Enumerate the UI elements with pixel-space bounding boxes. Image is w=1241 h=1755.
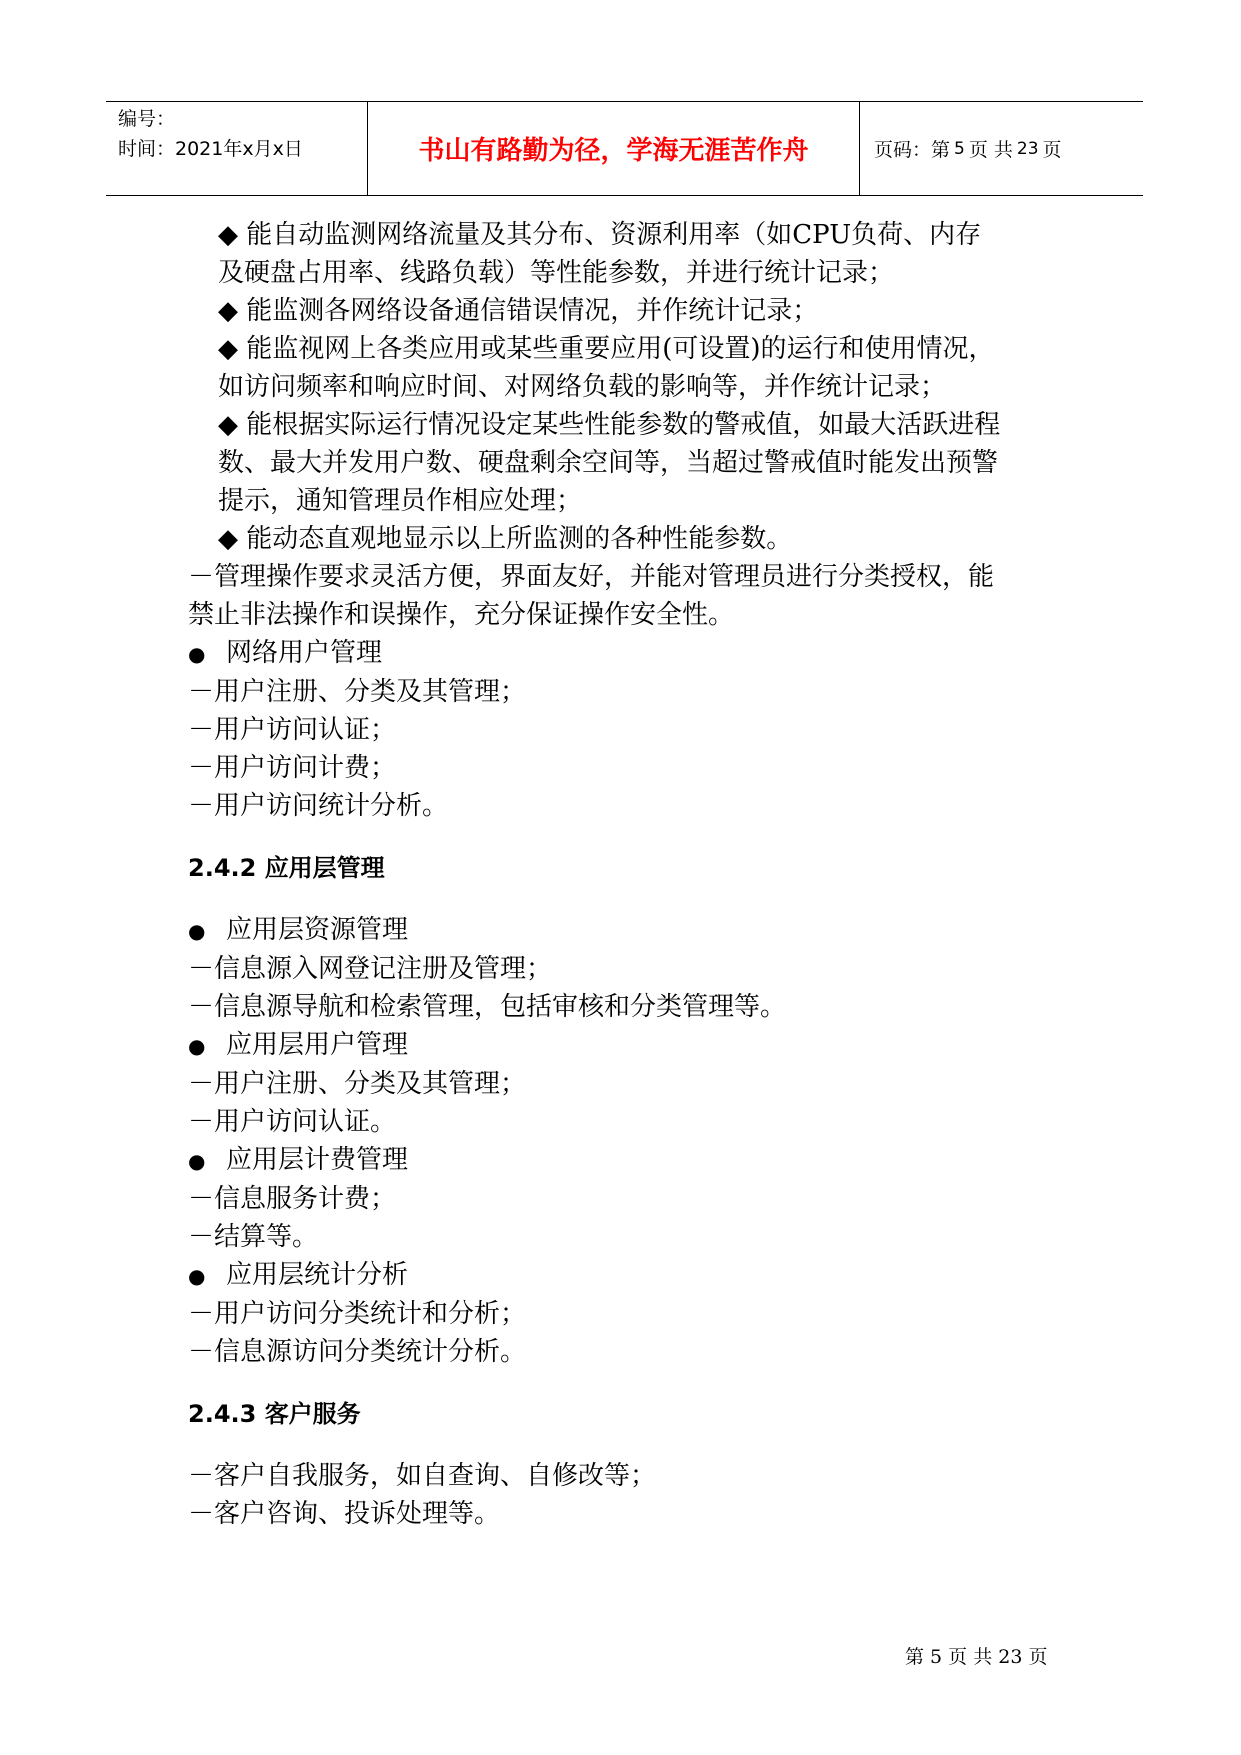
list-item <box>188 1256 1068 1295</box>
body-line: －用户注册、分类及其管理； <box>188 677 527 707</box>
body-line: －用户注册、分类及其管理； <box>188 1069 527 1099</box>
serial-label: 编号： <box>118 108 176 130</box>
list-item <box>188 1026 1068 1065</box>
section-heading: 2.4.3 客户服务 <box>188 1400 361 1428</box>
page-counter <box>860 102 1143 195</box>
bullet-icon: ● <box>188 1034 206 1058</box>
body-line: －客户自我服务，如自查询、自修改等； <box>188 1461 657 1491</box>
body-line: ◆ 能监测各网络设备通信错误情况，并作统计记录； <box>218 296 819 326</box>
bullet-icon: ● <box>188 919 206 943</box>
page-mid: 页 共 <box>968 139 1013 161</box>
list-item-label: 应用层计费管理 <box>226 1145 409 1175</box>
list-item-label: 应用层用户管理 <box>226 1030 409 1060</box>
body-line: －信息服务计费； <box>188 1184 397 1214</box>
list-item <box>188 1141 1068 1180</box>
motto: 书山有路勤为径，学海无涯苦作舟 <box>368 102 860 195</box>
body-line: ◆ 能自动监测网络流量及其分布、资源利用率（如CPU负荷、内存 <box>218 220 982 250</box>
list-item <box>188 634 1068 673</box>
body-line: ◆ 能动态直观地显示以上所监测的各种性能参数。 <box>218 524 793 554</box>
bullet-icon: ● <box>188 1264 206 1288</box>
section-heading: 2.4.2 应用层管理 <box>188 854 385 882</box>
body-line: －信息源入网登记注册及管理； <box>188 954 553 984</box>
body-line: ◆ 能监视网上各类应用或某些重要应用(可设置)的运行和使用情况， <box>218 334 995 364</box>
bullet-icon: ● <box>188 642 206 666</box>
body-line: ◆ 能根据实际运行情况设定某些性能参数的警戒值，如最大活跃进程 <box>218 410 1001 440</box>
body-line: 如访问频率和响应时间、对网络负载的影响等，并作统计记录； <box>218 372 947 402</box>
body-line: 禁止非法操作和误操作，充分保证操作安全性。 <box>188 600 735 630</box>
body-line: －结算等。 <box>188 1222 319 1252</box>
page-number: 5 <box>954 138 965 159</box>
list-item <box>188 911 1068 950</box>
header-meta <box>106 102 368 195</box>
body-line: －用户访问分类统计和分析； <box>188 1299 527 1329</box>
body-line: －信息源导航和检索管理，包括审核和分类管理等。 <box>188 992 787 1022</box>
document-body <box>188 216 1068 1533</box>
list-item-label: 应用层统计分析 <box>226 1260 409 1290</box>
body-line: 及硬盘占用率、线路负载）等性能参数，并进行统计记录； <box>218 258 895 288</box>
body-line: －用户访问计费； <box>188 753 397 783</box>
body-line: 数、最大并发用户数、硬盘剩余空间等，当超过警戒值时能发出预警 <box>218 448 999 478</box>
page-prefix: 页码：第 <box>874 139 951 161</box>
list-item-label: 应用层资源管理 <box>226 915 409 945</box>
page-footer: 第 5 页 共 23 页 <box>905 1646 1048 1668</box>
body-line: －信息源访问分类统计分析。 <box>188 1337 527 1367</box>
page-total: 23 <box>1016 138 1039 159</box>
body-line: －用户访问认证。 <box>188 1107 397 1137</box>
body-line: －管理操作要求灵活方便，界面友好，并能对管理员进行分类授权，能 <box>188 562 995 592</box>
body-line: 提示，通知管理员作相应处理； <box>218 486 583 516</box>
body-line: －客户咨询、投诉处理等。 <box>188 1499 501 1529</box>
list-item-label: 网络用户管理 <box>226 638 383 668</box>
page-header <box>106 101 1143 196</box>
time-label: 时间：2021年x月x日 <box>118 138 303 160</box>
bullet-icon: ● <box>188 1149 206 1173</box>
body-line: －用户访问认证； <box>188 715 397 745</box>
body-line: －用户访问统计分析。 <box>188 791 449 821</box>
page-suffix: 页 <box>1042 139 1062 161</box>
